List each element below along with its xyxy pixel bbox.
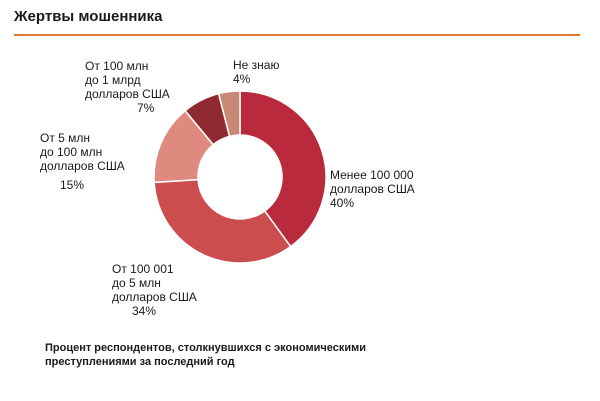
label-under-100k xyxy=(330,168,415,210)
label-5m-100m-line3: долларов США xyxy=(40,159,125,173)
footnote-line1: Процент респондентов, столкнувшихся с экономическими xyxy=(45,342,366,354)
label-under-100k-pct: 40% xyxy=(330,196,355,210)
label-100k-5m-pct: 34% xyxy=(132,304,157,318)
label-dont-know-pct: 4% xyxy=(233,72,251,86)
label-5m-100m xyxy=(40,131,125,192)
label-100m-1b-line2: до 1 млрд xyxy=(85,73,141,87)
label-100k-5m-line2: до 5 млн xyxy=(112,276,161,290)
label-100m-1b-line1: От 100 млн xyxy=(85,59,149,73)
label-100m-1b-line3: долларов США xyxy=(85,87,170,101)
label-under-100k-line1: Менее 100 000 xyxy=(330,168,414,182)
label-100k-5m-line1: От 100 001 xyxy=(112,262,174,276)
slice-100k-5m xyxy=(154,180,290,263)
chart-title: Жертвы мошенника xyxy=(14,8,163,25)
label-100k-5m xyxy=(112,262,197,318)
label-dont-know-line1: Не знаю xyxy=(233,58,280,72)
label-100m-1b-pct: 7% xyxy=(137,101,155,115)
label-5m-100m-pct: 15% xyxy=(60,178,85,192)
footnote-line2: преступлениями за последний год xyxy=(45,356,235,368)
label-100k-5m-line3: долларов США xyxy=(112,290,197,304)
label-under-100k-line2: долларов США xyxy=(330,182,415,196)
label-dont-know xyxy=(233,58,279,86)
label-5m-100m-line1: От 5 млн xyxy=(40,131,91,145)
label-100m-1b xyxy=(85,59,170,115)
label-5m-100m-line2: до 100 млн xyxy=(40,145,103,159)
footnote xyxy=(45,341,465,369)
